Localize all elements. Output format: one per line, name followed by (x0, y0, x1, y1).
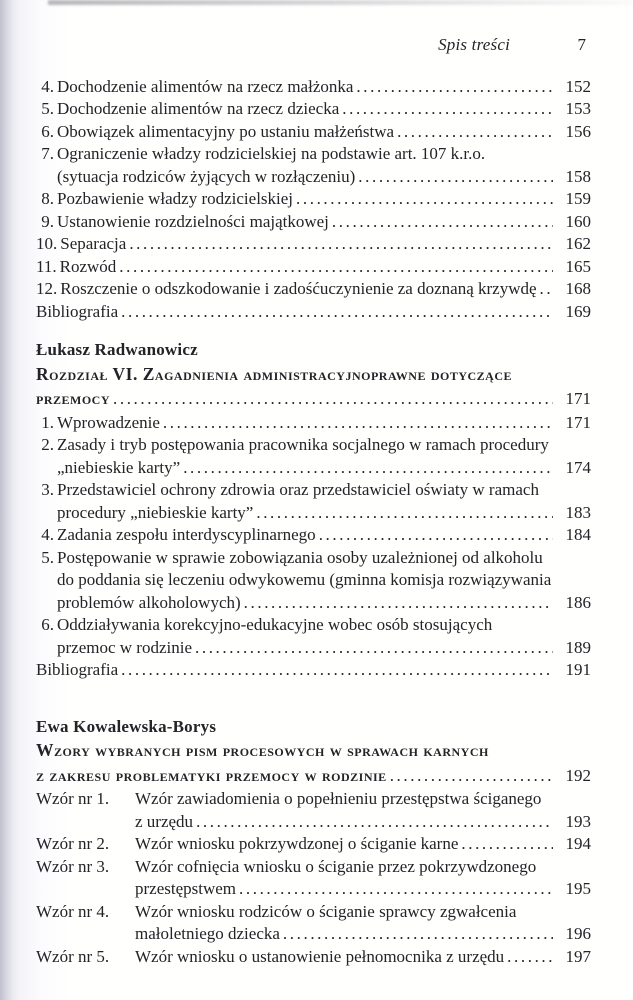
dot-leader (283, 923, 553, 946)
entry-text: procedury „niebieskie karty” (57, 502, 254, 522)
entry-text: przestępstwem (135, 879, 237, 898)
entry-page-number: 160 (565, 211, 591, 231)
author-line (36, 339, 591, 362)
dot-leader (183, 457, 553, 480)
toc-entry-line (36, 121, 591, 144)
entry-label: Wzór nr 4. (36, 901, 110, 921)
entry-text: Zadania zespołu interdyscyplinarnego (57, 525, 316, 544)
chapter-heading-text: Wzory wybranych pism procesowych w sprawach karnych (36, 740, 489, 760)
entry-number: 9. (41, 211, 54, 231)
entry-number: 5. (41, 547, 54, 567)
toc-entry-line (36, 788, 591, 811)
toc-entry-line (36, 211, 591, 234)
dot-leader (356, 76, 553, 99)
entry-text: do poddania się leczeniu odwykowemu (gminna komisja rozwiązywania (57, 570, 552, 589)
dot-leader (390, 764, 553, 789)
entry-page-number: 156 (565, 121, 591, 141)
toc-entry-line (36, 188, 591, 211)
entry-page-number: 197 (565, 946, 591, 966)
dot-leader (163, 412, 553, 435)
toc-entry-line (36, 502, 591, 525)
toc-entry-line (36, 878, 591, 901)
entry-number: 10. (36, 234, 58, 253)
entry-page-number: 168 (565, 279, 591, 298)
dot-leader (358, 166, 553, 189)
entry-page-number: 152 (565, 76, 591, 96)
author-line (36, 716, 591, 739)
toc-entry-line (36, 946, 591, 969)
dot-leader (319, 524, 553, 547)
toc-entry-line (36, 479, 591, 502)
dot-leader (121, 301, 553, 324)
entry-page-number: 171 (565, 389, 591, 408)
entry-text: Wzór cofnięcia wniosku o ściganie przez pokrzywdzonego (135, 856, 537, 876)
chapter-heading-line (36, 763, 591, 789)
entry-page-number: 184 (565, 525, 591, 544)
toc-entry-line (36, 412, 591, 435)
entry-text: przemoc w rodzinie (57, 637, 192, 657)
entry-text: Oddziaływania korekcyjno-edukacyjne wobec osób stosujących (57, 615, 493, 634)
entry-text: Bibliografia (36, 301, 119, 321)
dot-leader (113, 387, 553, 412)
dot-leader (342, 98, 553, 121)
entry-page-number: 153 (565, 99, 591, 118)
dot-leader (244, 592, 553, 615)
toc-entry-line (36, 233, 591, 256)
entry-text: z urzędu (135, 811, 194, 831)
toc-entry-line (36, 278, 591, 301)
entry-text: Ograniczenie władzy rodzicielskiej na podstawie art. 107 k.r.o. (57, 144, 486, 163)
dot-leader (397, 121, 553, 144)
entry-text: Wzór wniosku pokrzywdzonej o ściganie karne (135, 834, 459, 853)
entry-page-number: 159 (565, 189, 591, 208)
toc-section (36, 339, 591, 682)
toc-entry-line (36, 256, 591, 279)
dot-leader (196, 811, 553, 834)
entry-page-number: 171 (565, 412, 591, 432)
entry-page-number: 189 (565, 637, 591, 657)
toc-entry-line (36, 98, 591, 121)
entry-number: 11. (36, 256, 57, 276)
chapter-heading-text: Rozdział VI. Zagadnienia administracyjnoprawne dotyczące (36, 363, 513, 384)
entry-label: Wzór nr 5. (36, 946, 110, 966)
entry-page-number: 191 (565, 660, 591, 679)
dot-leader (461, 833, 553, 856)
entry-text: (sytuacja rodziców żyjących w rozłączeniu) (57, 166, 356, 186)
entry-number: 1. (41, 412, 54, 432)
entry-text: Dochodzenie alimentów na rzecz małżonka (57, 76, 354, 96)
entry-page-number: 174 (565, 457, 591, 477)
toc-entry-line (36, 301, 591, 324)
toc-entry-line (36, 923, 591, 946)
toc-entry-line (36, 569, 591, 592)
toc-entry-line (36, 637, 591, 660)
running-header (36, 34, 591, 57)
entry-number: 3. (41, 480, 54, 499)
toc-entry-line (36, 614, 591, 637)
entry-text: problemów alkoholowych) (57, 592, 241, 612)
entry-text: Roszczenie o odszkodowanie i zadośćuczynienie za doznaną krzywdę (60, 279, 537, 298)
entry-page-number: 169 (565, 301, 591, 321)
toc-entry-line (36, 434, 591, 457)
entry-text: Separacja (60, 234, 127, 253)
toc-entry-line (36, 524, 591, 547)
toc-entry-line (36, 76, 591, 99)
entry-text: Dochodzenie alimentów na rzecz dziecka (57, 99, 340, 118)
entry-number: 8. (41, 189, 54, 208)
entry-label: Wzór nr 3. (36, 856, 110, 876)
entry-text: Wprowadzenie (57, 412, 160, 432)
toc-section (36, 716, 591, 969)
dot-leader (256, 502, 553, 525)
entry-text: Wzór wniosku o ustanowienie pełnomocnika z urzędu (135, 946, 505, 966)
entry-text: Pozbawienie władzy rodzicielskiej (57, 189, 294, 208)
chapter-heading-line (36, 386, 591, 412)
entry-page-number: 194 (565, 834, 591, 853)
entry-text: Bibliografia (36, 660, 119, 679)
toc-entry-line (36, 547, 591, 570)
entry-page-number: 193 (565, 811, 591, 831)
entry-page-number: 183 (565, 502, 591, 522)
author-name: Ewa Kowalewska-Borys (36, 716, 217, 736)
running-header-page-number: 7 (577, 35, 586, 54)
entry-page-number: 165 (565, 256, 591, 276)
toc-entry-line (36, 457, 591, 480)
toc-entry-line (36, 901, 591, 924)
entry-page-number: 162 (565, 234, 591, 253)
entry-text: Rozwód (59, 256, 117, 276)
entry-text: małoletniego dziecka (135, 924, 280, 943)
dot-leader (239, 878, 553, 901)
entry-text: Obowiązek alimentacyjny po ustaniu małżeństwa (57, 121, 395, 141)
entry-text: Ustanowienie rozdzielności majątkowej (57, 211, 329, 231)
entry-page-number: 195 (565, 879, 591, 898)
entry-number: 7. (41, 144, 54, 163)
dot-leader (129, 233, 553, 256)
entry-number: 4. (41, 76, 54, 96)
table-of-contents (36, 76, 591, 969)
entry-number: 2. (41, 435, 54, 454)
toc-entry-line (36, 833, 591, 856)
entry-text: Wzór zawiadomienia o popełnieniu przestępstwa ściganego (135, 789, 542, 808)
entry-text: „niebieskie karty” (57, 457, 181, 477)
entry-text: Przedstawiciel ochrony zdrowia oraz przedstawiciel oświaty w ramach (57, 480, 539, 499)
entry-text: Zasady i tryb postępowania pracownika socjalnego w ramach procedury (57, 435, 549, 454)
toc-entry-line (36, 811, 591, 834)
chapter-heading-line (36, 738, 591, 763)
toc-entry-line (36, 166, 591, 189)
entry-page-number: 192 (565, 765, 591, 785)
toc-entry-line (36, 659, 591, 682)
entry-number: 6. (41, 121, 54, 141)
entry-text: Postępowanie w sprawie zobowiązania osoby uzależnionej od alkoholu (57, 547, 543, 567)
entry-number: 12. (36, 279, 58, 298)
toc-entry-line (36, 143, 591, 166)
entry-label: Wzór nr 2. (36, 834, 110, 853)
toc-section (36, 76, 591, 324)
chapter-heading-text: przemocy (36, 388, 110, 408)
entry-number: 6. (41, 615, 54, 634)
entry-page-number: 196 (565, 924, 591, 943)
entry-label: Wzór nr 1. (36, 789, 110, 808)
dot-leader (119, 256, 553, 279)
dot-leader (121, 659, 553, 682)
author-name: Łukasz Radwanowicz (36, 340, 198, 359)
dot-leader (332, 211, 553, 234)
dot-leader (296, 188, 553, 211)
chapter-heading-line (36, 362, 591, 387)
entry-number: 5. (41, 99, 54, 118)
dot-leader (195, 637, 553, 660)
toc-entry-line (36, 856, 591, 879)
dot-leader (540, 278, 553, 301)
entry-page-number: 158 (565, 166, 591, 186)
entry-text: Wzór wniosku rodziców o ściganie sprawcy zgwałcenia (135, 901, 517, 921)
entry-number: 4. (41, 525, 54, 544)
entry-page-number: 186 (565, 592, 591, 612)
dot-leader (507, 946, 553, 969)
chapter-heading-text: z zakresu problematyki przemocy w rodzinie (36, 764, 387, 785)
running-header-title: Spis treści (438, 35, 510, 54)
toc-entry-line (36, 592, 591, 615)
